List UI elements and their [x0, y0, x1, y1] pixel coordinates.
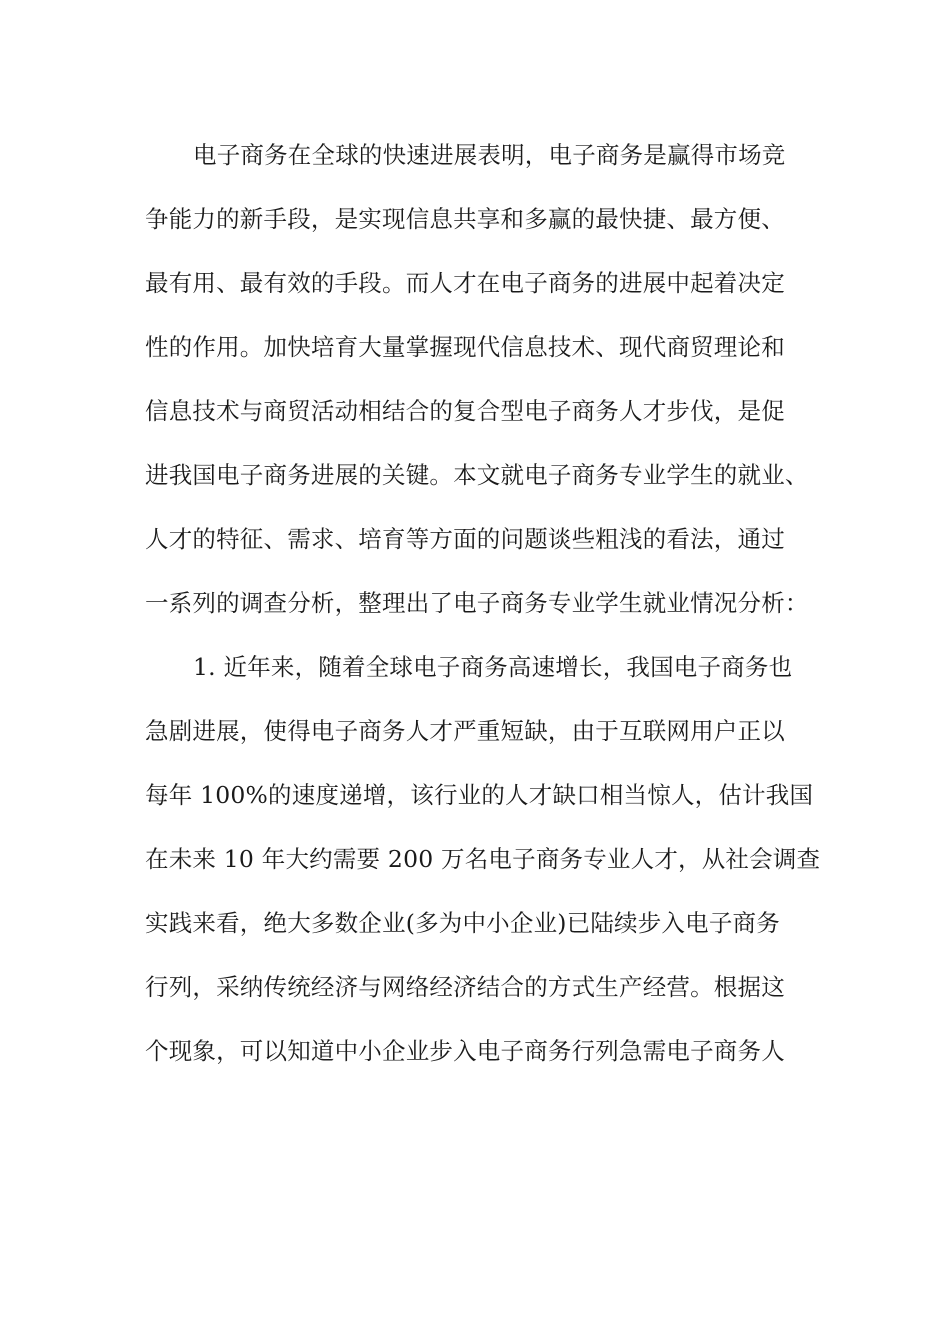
text-line-10: 急剧进展，使得电子商务人才严重短缺，由于互联网用户正以	[145, 717, 785, 745]
text-line-14: 行列，采纳传统经济与网络经济结合的方式生产经营。根据这	[145, 973, 785, 1001]
text-line-13: 实践来看，绝大多数企业(多为中小企业)已陆续步入电子商务	[145, 909, 780, 937]
text-line-15: 个现象，可以知道中小企业步入电子商务行列急需电子商务人	[145, 1037, 785, 1065]
text-line-9: 1. 近年来，随着全球电子商务高速增长，我国电子商务也	[193, 653, 793, 681]
text-line-11: 每年 100%的速度递增，该行业的人才缺口相当惊人，估计我国	[145, 781, 814, 809]
text-line-6: 进我国电子商务进展的关键。本文就电子商务专业学生的就业、	[145, 461, 809, 489]
body-text	[145, 128, 825, 1088]
text-line-5: 信息技术与商贸活动相结合的复合型电子商务人才步伐，是促	[145, 397, 785, 425]
text-line-4: 性的作用。加快培育大量掌握现代信息技术、现代商贸理论和	[145, 333, 785, 361]
text-line-3: 最有用、最有效的手段。而人才在电子商务的进展中起着决定	[145, 269, 785, 297]
text-line-12: 在未来 10 年大约需要 200 万名电子商务专业人才，从社会调查	[145, 845, 821, 873]
text-line-2: 争能力的新手段，是实现信息共享和多赢的最快捷、最方便、	[145, 205, 785, 233]
text-line-7: 人才的特征、需求、培育等方面的问题谈些粗浅的看法，通过	[145, 525, 785, 553]
text-line-8: 一系列的调查分析，整理出了电子商务专业学生就业情况分析：	[145, 589, 809, 617]
text-line-1: 电子商务在全球的快速进展表明，电子商务是赢得市场竞	[193, 141, 786, 169]
